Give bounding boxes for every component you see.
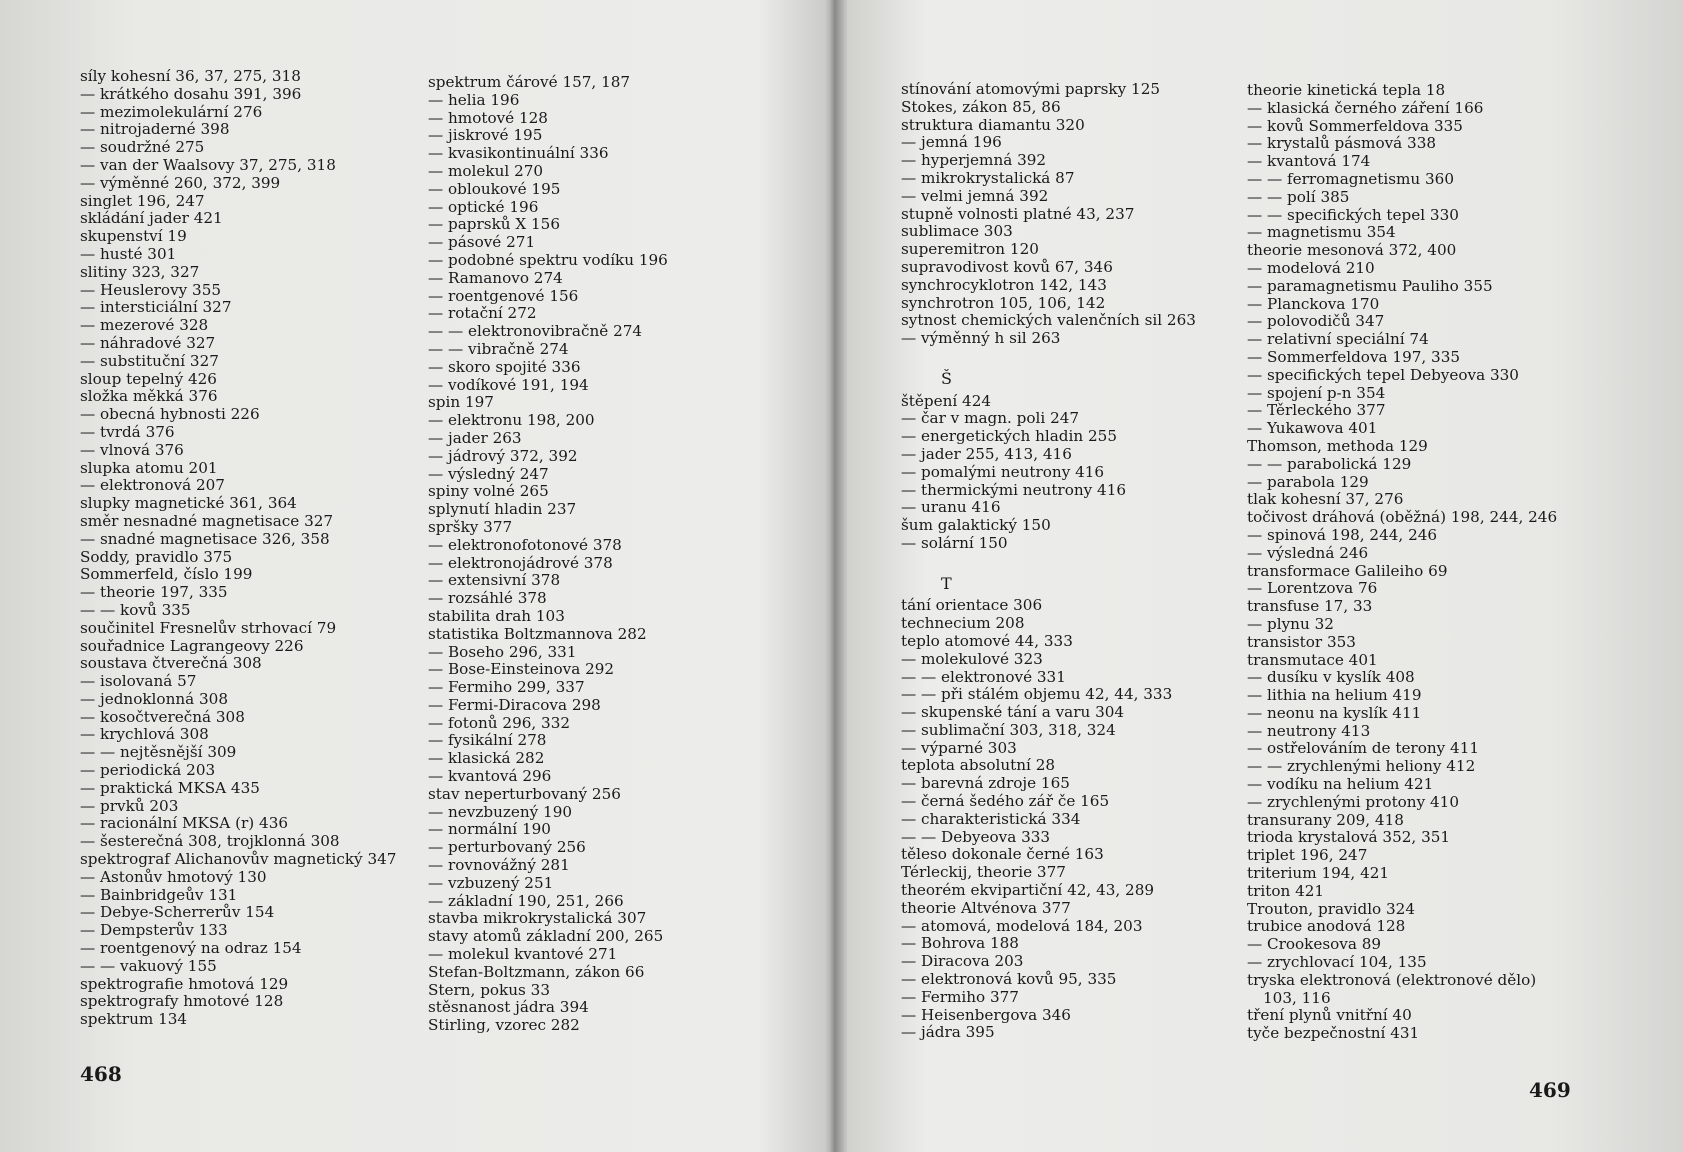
- index-entry: statistika Boltzmannova 282: [428, 624, 647, 643]
- index-entry: — mikrokrystalická 87: [901, 168, 1075, 187]
- index-entry: — roentgenový na odraz 154: [80, 939, 302, 958]
- index-entry: — spojení p-n 354: [1247, 383, 1386, 402]
- index-entry: Stefan-Boltzmann, zákon 66: [428, 962, 645, 981]
- index-entry: — jádrový 372, 392: [428, 446, 578, 465]
- index-entry: singlet 196, 247: [80, 191, 205, 210]
- index-entry: — černá šedého zář če 165: [901, 792, 1110, 811]
- index-entry: — Astonův hmotový 130: [80, 867, 267, 886]
- index-entry: — relativní speciální 74: [1247, 330, 1429, 349]
- index-entry: — krystalů pásmová 338: [1247, 134, 1437, 153]
- index-entry: — klasická černého záření 166: [1247, 98, 1484, 117]
- index-entry: — obecná hybnosti 226: [80, 405, 260, 424]
- index-entry: — Heuslerovy 355: [80, 280, 222, 299]
- page-number-left: 468: [80, 1062, 122, 1086]
- index-entry: theorie Altvénova 377: [901, 898, 1071, 917]
- index-entry: spektrografy hmotové 128: [80, 992, 284, 1011]
- index-column-4: [1247, 82, 1557, 1043]
- index-entry: — — Debyeova 333: [901, 827, 1051, 846]
- index-entry: synchrotron 105, 106, 142: [901, 293, 1106, 312]
- index-entry: — atomová, modelová 184, 203: [901, 916, 1143, 935]
- index-entry: stav neperturbovaný 256: [428, 784, 621, 803]
- index-entry: — hyperjemná 392: [901, 151, 1047, 170]
- index-entry: točivost dráhová (oběžná) 198, 244, 246: [1247, 508, 1558, 527]
- index-entry: — neutrony 413: [1247, 721, 1371, 740]
- spacer: [901, 348, 1196, 366]
- index-entry: tání orientace 306: [901, 596, 1043, 615]
- index-entry: — rovnovážný 281: [428, 856, 570, 875]
- index-entry: triterium 194, 421: [1247, 864, 1390, 883]
- index-entry: Stern, pokus 33: [428, 980, 550, 999]
- index-entry: technecium 208: [901, 614, 1025, 633]
- index-entry: — zrychlovací 104, 135: [1247, 953, 1427, 972]
- index-entry: — Bainbridgeův 131: [80, 885, 238, 904]
- index-entry: transistor 353: [1247, 632, 1356, 651]
- index-entry: směr nesnadné magnetisace 327: [80, 511, 334, 530]
- index-entry: — modelová 210: [1247, 258, 1375, 277]
- index-entry: — lithia na helium 419: [1247, 686, 1422, 705]
- index-entry: transformace Galileiho 69: [1247, 561, 1448, 580]
- index-entry: — racionální MKSA (r) 436: [80, 814, 289, 833]
- index-entry: sloup tepelný 426: [80, 369, 217, 388]
- index-entry: — energetických hladin 255: [901, 427, 1117, 446]
- index-entry: šum galaktický 150: [901, 516, 1051, 535]
- index-entry: — — při stálém objemu 42, 44, 333: [901, 685, 1173, 704]
- index-entry: — snadné magnetisace 326, 358: [80, 529, 330, 548]
- index-entry: — kvasikontinuální 336: [428, 144, 609, 163]
- index-entry: — charakteristická 334: [901, 809, 1081, 828]
- index-entry: stupně volnosti platné 43, 237: [901, 204, 1135, 223]
- index-entry: — zrychlenými protony 410: [1247, 792, 1459, 811]
- spacer: [901, 553, 1196, 571]
- section-letter: T: [941, 573, 952, 593]
- index-entry: — — vibračně 274: [428, 339, 569, 358]
- index-entry: skupenství 19: [80, 227, 187, 246]
- index-entry: spektrum čárové 157, 187: [428, 73, 631, 91]
- index-entry: skládání jader 421: [80, 209, 223, 228]
- index-entry: — praktická MKSA 435: [80, 778, 260, 797]
- index-entry: spiny volné 265: [428, 482, 549, 501]
- index-entry: — ostřelováním de terony 411: [1247, 739, 1480, 758]
- index-entry: — jader 263: [428, 428, 522, 447]
- index-entry: spektrografie hmotová 129: [80, 974, 289, 993]
- index-entry: — — zrychlenými heliony 412: [1247, 757, 1476, 776]
- index-entry: Stirling, vzorec 282: [428, 1016, 580, 1035]
- index-entry: — tvrdá 376: [80, 422, 175, 441]
- index-entry: — mezerové 328: [80, 316, 209, 335]
- index-entry: — barevná zdroje 165: [901, 774, 1070, 793]
- index-entry: — thermickými neutrony 416: [901, 480, 1127, 499]
- index-entry: — podobné spektru vodíku 196: [428, 250, 668, 269]
- index-entry: — — polí 385: [1247, 187, 1350, 206]
- index-column-3: [901, 81, 1196, 1042]
- index-entry: — vzbuzený 251: [428, 873, 554, 892]
- index-entry: spektrum 134: [80, 1010, 188, 1029]
- index-entry: — klasická 282: [428, 749, 545, 768]
- index-entry-continuation: 103, 116: [1263, 988, 1331, 1007]
- index-entry: triplet 196, 247: [1247, 846, 1368, 865]
- index-entry: — paramagnetismu Pauliho 355: [1247, 276, 1493, 295]
- index-entry: soustava čtverečná 308: [80, 654, 262, 673]
- index-entry: slupky magnetické 361, 364: [80, 494, 297, 513]
- index-entry: transfuse 17, 33: [1247, 597, 1373, 616]
- index-entry: — — parabolická 129: [1247, 454, 1412, 473]
- index-entry: — výměnné 260, 372, 399: [80, 173, 281, 192]
- index-column-2: [428, 74, 668, 1035]
- index-entry: — Ramanovo 274: [428, 268, 563, 287]
- index-entry: — roentgenové 156: [428, 286, 579, 305]
- index-entry: — solární 150: [901, 533, 1008, 552]
- index-entry: — vlnová 376: [80, 440, 184, 459]
- index-entry: trioda krystalová 352, 351: [1247, 828, 1451, 847]
- index-entry: — — elektronové 331: [901, 667, 1066, 686]
- index-entry: — — ferromagnetismu 360: [1247, 169, 1455, 188]
- index-entry: tryska elektronová (elektronové dělo): [1247, 970, 1537, 989]
- index-entry: — Fermiho 299, 337: [428, 678, 585, 697]
- index-entry: Térleckij, theorie 377: [901, 863, 1066, 882]
- index-entry: síly kohesní 36, 37, 275, 318: [80, 67, 301, 85]
- index-entry: — fotonů 296, 332: [428, 713, 571, 732]
- index-entry: — neonu na kyslík 411: [1247, 703, 1422, 722]
- index-entry: — substituční 327: [80, 351, 219, 370]
- index-entry: transurany 209, 418: [1247, 810, 1404, 829]
- index-entry: — skupenské tání a varu 304: [901, 703, 1125, 722]
- index-entry: složka měkká 376: [80, 387, 218, 406]
- index-entry: theorém ekvipartiční 42, 43, 289: [901, 881, 1155, 900]
- index-entry: — kvantová 296: [428, 767, 552, 786]
- index-entry: — Bohrova 188: [901, 934, 1019, 953]
- index-entry: teplota absolutní 28: [901, 756, 1056, 775]
- index-entry: stavy atomů základní 200, 265: [428, 927, 664, 946]
- section-letter: Š: [941, 368, 952, 388]
- index-entry: — krychlová 308: [80, 725, 209, 744]
- index-entry: superemitron 120: [901, 240, 1039, 259]
- index-column-1: [80, 68, 396, 1029]
- index-entry: — fysikální 278: [428, 731, 547, 750]
- index-entry: Trouton, pravidlo 324: [1247, 899, 1416, 918]
- index-entry: — jader 255, 413, 416: [901, 444, 1072, 463]
- index-entry: — helia 196: [428, 90, 520, 109]
- index-entry: slupka atomu 201: [80, 458, 218, 477]
- index-entry: — molekul 270: [428, 161, 544, 180]
- index-entry: — sublimační 303, 318, 324: [901, 720, 1116, 739]
- index-entry: štěpení 424: [901, 391, 992, 410]
- index-entry: — čar v magn. poli 247: [901, 409, 1080, 428]
- index-entry: — jiskrové 195: [428, 126, 543, 145]
- index-entry: struktura diamantu 320: [901, 115, 1085, 134]
- index-entry: — — specifických tepel 330: [1247, 205, 1459, 224]
- index-entry: — — vakuový 155: [80, 956, 217, 975]
- index-entry: — Lorentzova 76: [1247, 579, 1378, 598]
- index-entry: — spinová 198, 244, 246: [1247, 525, 1438, 544]
- index-entry: — dusíku v kyslík 408: [1247, 668, 1415, 687]
- index-entry: — krátkého dosahu 391, 396: [80, 84, 302, 103]
- index-entry: — magnetismu 354: [1247, 223, 1396, 242]
- index-entry: — elektronová kovů 95, 335: [901, 970, 1117, 989]
- index-entry: teplo atomové 44, 333: [901, 631, 1073, 650]
- index-entry: slitiny 323, 327: [80, 262, 200, 281]
- index-entry: triton 421: [1247, 881, 1325, 900]
- index-entry: — kvantová 174: [1247, 152, 1371, 171]
- index-entry: Stokes, zákon 85, 86: [901, 97, 1061, 116]
- right-page: [835, 0, 1683, 1152]
- index-entry: spektrograf Alichanovův magnetický 347: [80, 850, 397, 869]
- index-entry: Soddy, pravidlo 375: [80, 547, 233, 566]
- index-entry: — Fermiho 377: [901, 987, 1019, 1006]
- index-entry: — optické 196: [428, 197, 539, 216]
- index-entry: — šesterečná 308, trojklonná 308: [80, 832, 340, 851]
- index-entry: — molekulové 323: [901, 649, 1043, 668]
- index-entry: souřadnice Lagrangeovy 226: [80, 636, 304, 655]
- index-entry: theorie mesonová 372, 400: [1247, 241, 1457, 260]
- index-entry: — Diracova 203: [901, 952, 1024, 971]
- index-entry: — nitrojaderné 398: [80, 120, 230, 139]
- index-entry: — perturbovaný 256: [428, 838, 586, 857]
- index-entry: tření plynů vnitřní 40: [1247, 1006, 1412, 1025]
- index-entry: — Yukawova 401: [1247, 419, 1378, 438]
- index-entry: Sommerfeld, číslo 199: [80, 565, 253, 584]
- index-entry: — Bose-Einsteinova 292: [428, 660, 615, 679]
- index-entry: — polovodičů 347: [1247, 312, 1385, 331]
- index-entry: — výparné 303: [901, 738, 1017, 757]
- index-entry: splynutí hladin 237: [428, 500, 577, 519]
- index-entry: — parabola 129: [1247, 472, 1369, 491]
- index-entry: — Crookesova 89: [1247, 935, 1382, 954]
- index-entry: — husté 301: [80, 244, 177, 263]
- index-entry: — Heisenbergova 346: [901, 1005, 1071, 1024]
- index-entry: stěsnanost jádra 394: [428, 998, 589, 1017]
- index-entry: — Těrleckého 377: [1247, 401, 1386, 420]
- index-entry: spin 197: [428, 393, 494, 412]
- index-entry: — jednoklonná 308: [80, 689, 228, 708]
- index-entry: — výsledná 246: [1247, 543, 1369, 562]
- index-entry: trubice anodová 128: [1247, 917, 1406, 936]
- index-entry: — molekul kvantové 271: [428, 945, 618, 964]
- index-entry: — velmi jemná 392: [901, 186, 1049, 205]
- index-entry: stínování atomovými paprsky 125: [901, 80, 1161, 98]
- index-entry: sublimace 303: [901, 222, 1013, 241]
- index-entry: — van der Waalsovy 37, 275, 318: [80, 155, 336, 174]
- index-entry: — kosočtverečná 308: [80, 707, 245, 726]
- index-entry: — elektronová 207: [80, 476, 225, 495]
- index-entry: tyče bezpečnostní 431: [1247, 1024, 1420, 1043]
- index-entry: — uranu 416: [901, 498, 1001, 517]
- index-entry: — elektronofotonové 378: [428, 535, 622, 554]
- index-entry: — základní 190, 251, 266: [428, 891, 624, 910]
- index-entry: — obloukové 195: [428, 179, 561, 198]
- page-number-right: 469: [1529, 1078, 1571, 1102]
- index-entry: — jádra 395: [901, 1023, 995, 1042]
- index-entry: stavba mikrokrystalická 307: [428, 909, 647, 928]
- index-entry: — mezimolekulární 276: [80, 102, 263, 121]
- index-entry: — rozsáhlé 378: [428, 589, 547, 608]
- index-entry: — pásové 271: [428, 233, 536, 252]
- index-entry: — intersticiální 327: [80, 298, 232, 317]
- index-entry: — prvků 203: [80, 796, 179, 815]
- index-entry: — Planckova 170: [1247, 294, 1380, 313]
- index-entry: — výměnný h sil 263: [901, 329, 1061, 348]
- index-entry: — vodíku na helium 421: [1247, 775, 1434, 794]
- index-entry: — hmotové 128: [428, 108, 548, 127]
- index-entry: — Fermi-Diracova 298: [428, 695, 601, 714]
- index-entry: transmutace 401: [1247, 650, 1378, 669]
- index-entry: — výsledný 247: [428, 464, 549, 483]
- index-entry: — pomalými neutrony 416: [901, 462, 1105, 481]
- index-entry: Thomson, methoda 129: [1247, 436, 1428, 455]
- index-entry: — paprsků X 156: [428, 215, 561, 234]
- index-entry: — kovů Sommerfeldova 335: [1247, 116, 1463, 135]
- left-page: [0, 0, 835, 1152]
- index-entry: — rotační 272: [428, 304, 537, 323]
- index-entry: — soudržné 275: [80, 138, 205, 157]
- index-entry: — Dempsterův 133: [80, 921, 228, 940]
- index-entry: — jemná 196: [901, 133, 1002, 152]
- index-entry: — — kovů 335: [80, 600, 191, 619]
- index-entry: supravodivost kovů 67, 346: [901, 257, 1113, 276]
- index-entry: stabilita drah 103: [428, 606, 565, 625]
- index-entry: — extensivní 378: [428, 571, 561, 590]
- index-entry: — theorie 197, 335: [80, 583, 228, 602]
- index-entry: spršky 377: [428, 517, 513, 536]
- index-entry: — plynu 32: [1247, 614, 1334, 633]
- index-entry: sytnost chemických valenčních sil 263: [901, 311, 1196, 330]
- index-entry: tlak kohesní 37, 276: [1247, 490, 1404, 509]
- index-entry: — elektronu 198, 200: [428, 411, 595, 430]
- index-entry: — periodická 203: [80, 761, 216, 780]
- index-entry: — Boseho 296, 331: [428, 642, 577, 661]
- index-entry: — — nejtěsnější 309: [80, 743, 237, 762]
- index-entry: — Debye-Scherrerův 154: [80, 903, 275, 922]
- index-entry: součinitel Fresnelův strhovací 79: [80, 618, 337, 637]
- index-entry: — náhradové 327: [80, 333, 216, 352]
- index-entry: — normální 190: [428, 820, 551, 839]
- index-entry: synchrocyklotron 142, 143: [901, 275, 1107, 294]
- index-entry: — nevzbuzený 190: [428, 802, 573, 821]
- index-entry: — — elektronovibračně 274: [428, 322, 643, 341]
- index-entry: — skoro spojité 336: [428, 357, 581, 376]
- index-entry: — vodíkové 191, 194: [428, 375, 589, 394]
- index-entry: těleso dokonale černé 163: [901, 845, 1104, 864]
- index-entry: — specifických tepel Debyeova 330: [1247, 365, 1519, 384]
- index-entry: — elektronojádrové 378: [428, 553, 613, 572]
- index-entry: theorie kinetická tepla 18: [1247, 81, 1446, 99]
- index-entry: — Sommerfeldova 197, 335: [1247, 347, 1461, 366]
- index-entry: — isolovaná 57: [80, 672, 197, 691]
